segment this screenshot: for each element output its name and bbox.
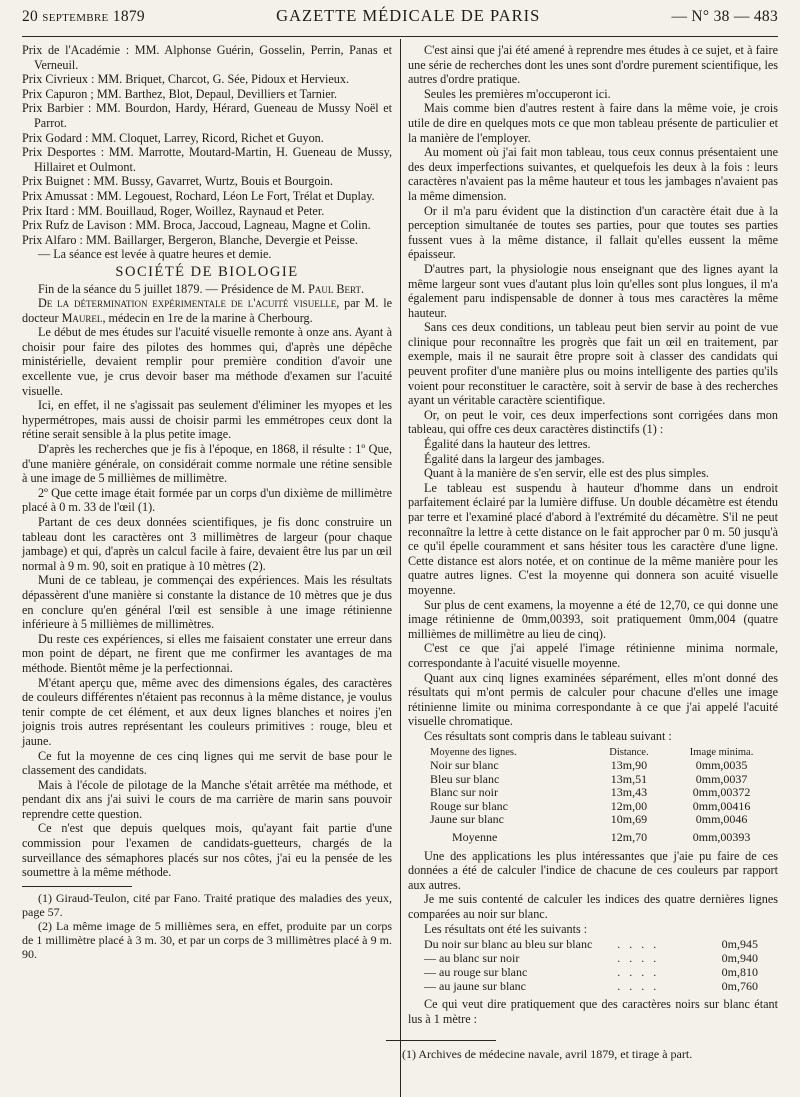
body-paragraph: Sur plus de cent examens, la moyenne a été de 12,70, ce qui donne une image rétinienne de 0mm,00393, soit pratiquement 0mm,004 (quatre millièmes de millimètre au lieu de cinq).: [408, 597, 778, 641]
body-paragraph: Au moment où j'ai fait mon tableau, tous ceux connus présentaient une des deux imperfections suivantes, et quelquefois les deux à la fois : leurs caractères n'avaient pas la même hauteur et tous les jambages n'avaient pas la même dimension.: [408, 145, 778, 203]
prize-line: Prix de l'Académie : MM. Alphonse Guérin, Gosselin, Perrin, Panas et Verneuil.: [22, 43, 392, 72]
row-label: Rouge sur blanc: [430, 798, 508, 813]
prize-line: Prix Alfaro : MM. Baillarger, Bergeron, Blanche, Devergie et Peisse.: [22, 232, 358, 247]
body-paragraph: Seules les premières m'occuperont ici.: [424, 86, 611, 101]
row-image: 0mm,0035: [695, 758, 748, 773]
body-paragraph: Mais comme bien d'autres restent à faire dans la même voie, je crois utile de dire en quelques mots ce que mon tableau présente de particulier et la manière de l'employer.: [408, 101, 778, 145]
table-row: [408, 759, 778, 773]
right-column: [408, 43, 778, 1027]
row-image: 0mm,00416: [692, 798, 751, 813]
average-label: Moyenne: [452, 830, 498, 845]
index-label: — au jaune sur blanc: [424, 978, 526, 993]
session-info: Fin de la séance du 5 juillet 1879. — Présidence de M. Paul Bert.: [38, 281, 365, 296]
dot-leader: . . . .: [617, 937, 660, 952]
notes-rule: [22, 886, 132, 887]
left-column: [22, 43, 392, 1027]
body-paragraph: Sans ces deux conditions, un tableau peut bien servir au point de vue clinique pour reconnaître les progrès que fait un œil en traitement, par exemple, mais il ne saurait être propre soit à classer des candidats qui peuvent profiter d'une manière plus ou moins intelligente des parties qu'ils voient pour reconstituer le caractère, soit à servir de base à des recherches ayant un véritable caractère scientifique.: [408, 320, 778, 408]
prize-line: Prix Godard : MM. Cloquet, Larrey, Ricord, Richet et Guyon.: [22, 130, 324, 145]
col-header-image: Image minima.: [689, 746, 754, 758]
row-label: Bleu sur blanc: [430, 771, 500, 786]
date-month: septembre: [42, 8, 109, 25]
body-paragraph: C'est ce que j'ai appelé l'image rétinienne minima normale, correspondante à l'acuité visuelle moyenne.: [408, 641, 778, 670]
table-row: [408, 813, 778, 827]
table-row: [408, 773, 778, 787]
body-paragraph: M'étant aperçu que, même avec des dimensions égales, des caractères de couleurs différentes n'étaient pas reconnus à la même distance, je voulus tenir compte de cet élément, et aux deux lignes blanches et noires j'en joignis trois autres représentant les couleurs primitives : rouge, bleu et jaune.: [22, 675, 392, 748]
prize-line: Prix Amussat : MM. Legouest, Rochard, Léon Le Fort, Trélat et Duplay.: [22, 188, 375, 203]
index-value: 0m,945: [721, 937, 758, 952]
footnote: (1) Giraud-Teulon, cité par Fano. Traité pratique des maladies des yeux, page 57.: [22, 890, 392, 919]
average-distance: 12m,70: [610, 830, 648, 845]
prize-line: Prix Desportes : MM. Marrotte, Moutard-Martin, H. Gueneau de Mussy, Hillairet et Oulmont.: [22, 145, 392, 174]
index-label: Du noir sur blanc au bleu sur blanc: [424, 937, 593, 952]
body-paragraph: 2º Que cette image était formée par un corps d'un dixième de millimètre placé à 0 m. 33 de l'œil (1).: [22, 485, 392, 515]
session-closing: — La séance est levée à quatre heures et demie.: [38, 247, 272, 262]
index-value: 0m,940: [721, 951, 758, 966]
body-paragraph: Du reste ces expériences, si elles me faisaient constater une erreur dans mon point de départ, ne firent que me confirmer les avantages de ma méthode. Bientôt même je la perfectionnai.: [22, 631, 392, 675]
row-image: 0mm,0046: [695, 812, 748, 827]
average-image: 0mm,00393: [692, 830, 751, 845]
article-title-by: , par M. le docteur: [22, 296, 392, 325]
col-header-distance: Distance.: [609, 746, 649, 758]
prize-line: Prix Itard : MM. Bouillaud, Roger, Woillez, Raynaud et Peter.: [22, 203, 325, 218]
header-date: [22, 8, 145, 26]
dot-leader: . . . .: [617, 964, 660, 979]
page-number: 483: [753, 8, 778, 25]
body-paragraph: Le tableau est suspendu à hauteur d'homme dans un endroit parfaitement éclairé par la lumière diffuse. Un double décamètre est étendu par terre et l'examiné placé d'abord à l'extrémité du décamètre. S'il ne peut reconnaître la lettre à cette distance on le fait approcher par 0 m. 50 jusqu'à ce qu'il épelle couramment et sans hésiter tous les caractère d'une ligne. Cette distance est alors notée, et on continue de la même manière pour les quatre autres lignes. C'est la moyenne qui donnera son acuité visuelle moyenne.: [408, 480, 778, 597]
row-label: Blanc sur noir: [430, 785, 498, 800]
right-footnote-block: [386, 1040, 756, 1061]
footnote-rule: [386, 1040, 496, 1041]
body-paragraph: D'autres part, la physiologie nous enseignant que des lignes ayant la même largeur sont vues d'autant plus loin qu'elles sont plus longues, il m'a également paru indispensable de donner à tous mes caractères la même hauteur.: [408, 261, 778, 320]
index-value: 0m,760: [721, 978, 758, 993]
body-paragraph: Quant à la manière de s'en servir, elle est des plus simples.: [424, 466, 709, 481]
table-average-row: [408, 827, 778, 845]
body-paragraph: Ce n'est que depuis quelques mois, qu'ayant fait partie d'une commission pour l'examen de candidats-guetteurs, chargés de la surveillance des sémaphores placés sur nos côtes, j'ai eu la pensée de les soumettre à la même méthode.: [22, 821, 392, 880]
issue-number: — N° 38 —: [671, 8, 750, 25]
body-paragraph: Muni de ce tableau, je commençai des expériences. Mais les résultats dépassèrent d'une manière si constante la distance de 10 mètres que je dus en conclure qu'en général l'œil est sensible à une image rétinienne inférieure à 5 millièmes de millimètres.: [22, 573, 392, 632]
row-distance: 13m,90: [610, 758, 648, 773]
body-paragraph: Je me suis contenté de calculer les indices des quatre dernières lignes comparées au noir sur blanc.: [408, 892, 778, 922]
index-label: — au blanc sur noir: [424, 951, 520, 966]
results-table: [408, 746, 778, 845]
dot-leader: . . . .: [617, 978, 660, 993]
dot-leader: . . . .: [617, 951, 660, 966]
row-distance: 12m,00: [610, 798, 648, 813]
footnote: (2) La même image de 5 millièmes sera, en effet, produite par un corps de 1 millimètre placé à 3 m. 30, et par un corps de 3 millimètres placé à 9 m. 90.: [22, 918, 392, 961]
prize-line: Prix Buignet : MM. Bussy, Gavarret, Wurtz, Bouis et Bourgoin.: [22, 174, 334, 189]
body-paragraph: Ces résultats sont compris dans le tableau suivant :: [424, 728, 672, 743]
body-paragraph: Les résultats ont été les suivants :: [424, 921, 588, 936]
table-row: [408, 800, 778, 814]
footnote: (1) Archives de médecine navale, avril 1879, et tirage à part.: [402, 1047, 693, 1061]
body-paragraph: Ici, en effet, il ne s'agissait pas seulement d'éliminer les myopes et les hypermétropes, mais aussi de choisir parmi les emmétropes ceux dont la rétine serait sensible à la plus petite image.: [22, 398, 392, 442]
col-header-lines: Moyenne des lignes.: [430, 746, 517, 758]
row-distance: 13m,43: [610, 785, 648, 800]
indices-row: [408, 966, 778, 980]
column-divider: [400, 39, 401, 1097]
body-paragraph: Partant de ces deux données scientifiques, je fis donc construire un tableau dont les caractères ont 3 millimètres de largeur (pour chaque jambage) et qui, d'après un calcul facile à faire, devaient être lus par un œil normal à 9 m. 90, soit en pratique à 10 mètres (2).: [22, 515, 392, 573]
indices-row: [408, 980, 778, 994]
indices-row: [408, 938, 778, 952]
row-image: 0mm,0037: [695, 771, 748, 786]
session-text: Fin de la séance du 5 juillet 1879. — Présidence de M.: [38, 281, 309, 296]
page-header: [22, 6, 778, 37]
table-header-row: [408, 746, 778, 760]
body-paragraph: Or il m'a paru évident que la distinction d'un caractère était due à la perception simultanée de toutes ses parties, pour que toutes ses parties fussent vues à la même distance, il fallait qu'elles eussent la même épaisseur.: [408, 203, 778, 262]
article-title-main: De la détermination expérimentale de l'acuité visuelle: [38, 296, 337, 311]
indices-table: [408, 938, 778, 993]
index-value: 0m,810: [721, 964, 758, 979]
body-paragraph: Une des applications les plus intéressantes que j'aie pu faire de ces données a été de calculer l'indice de chacune de ces couleurs par rapport aux autres.: [408, 848, 778, 892]
date-year: 1879: [112, 8, 145, 25]
footnotes: [22, 891, 392, 961]
article-author-title: , médecin en 1re de la marine à Cherbourg.: [102, 310, 313, 325]
body-paragraph: Ce qui veut dire pratiquement que des caractères noirs sur blanc étant lus à 1 mètre :: [408, 997, 778, 1026]
equality-line: Égalité dans la hauteur des lettres.: [424, 437, 591, 452]
body-paragraph: Quant aux cinq lignes examinées séparément, elles m'ont donné des résultats qui m'ont permis de calculer pour chacune d'elles une image rétinienne limite ou minima correspondante à ce que j'ai appelé l'acuité visuelle chromatique.: [408, 670, 778, 729]
equality-line: Égalité dans la largeur des jambages.: [424, 451, 605, 466]
row-image: 0mm,00372: [692, 785, 751, 800]
article-columns: [22, 43, 778, 1027]
body-paragraph: Le début de mes études sur l'acuité visuelle remonte à onze ans. Ayant à choisir pour faire des pilotes des hommes qui, d'après une dépêche ministérielle, devaient remplir pour première condition d'avoir une excellente vue, je crus devoir baser ma méthode d'examen sur l'acuité visuelle.: [22, 325, 392, 398]
section-title: SOCIÉTÉ DE BIOLOGIE: [115, 263, 299, 280]
index-label: — au rouge sur blanc: [424, 964, 528, 979]
body-paragraph: D'après les recherches que je fis à l'époque, en 1868, il résulte : 1º Que, d'une manière générale, on considérait comme normale une rétine sensible à une image de 5 millièmes de millimètre.: [22, 442, 392, 486]
row-label: Jaune sur blanc: [430, 812, 504, 827]
body-paragraph: Mais à l'école de pilotage de la Manche s'était arrêtée ma méthode, et pendant dix ans j'ai suivi le cours de ma carrière de marin sans pouvoir reprendre cette question.: [22, 777, 392, 821]
prize-line: Prix Rufz de Lavison : MM. Broca, Jaccoud, Lagneau, Magne et Colin.: [22, 218, 371, 233]
article-author: Maurel: [61, 310, 103, 325]
article-title: [22, 296, 392, 325]
body-paragraph: C'est ainsi que j'ai été amené à reprendre mes études à ce sujet, et à faire une série de recherches dont les unes sont d'ordre purement scientifique, les autres d'ordre pratique.: [408, 43, 778, 87]
date-day: 20: [22, 8, 39, 25]
president-name: Paul Bert: [308, 281, 362, 296]
header-issue-page: [671, 8, 778, 26]
body-paragraph: Or, on peut le voir, ces deux imperfections sont corrigées dans mon tableau, qui offre ces deux caractères distinctifs (1) :: [408, 407, 778, 437]
indices-row: [408, 952, 778, 966]
prize-line: Prix Capuron ; MM. Barthez, Blot, Depaul, Devilliers et Tarnier.: [22, 86, 338, 101]
table-row: [408, 786, 778, 800]
prize-line: Prix Barbier : MM. Bourdon, Hardy, Hérard, Gueneau de Mussy Noël et Parrot.: [22, 101, 392, 130]
prize-line: Prix Civrieux : MM. Briquet, Charcot, G. Sée, Pidoux et Hervieux.: [22, 72, 349, 87]
row-distance: 13m,51: [610, 771, 648, 786]
row-label: Noir sur blanc: [430, 758, 499, 773]
row-distance: 10m,69: [610, 812, 648, 827]
journal-title: GAZETTE MÉDICALE DE PARIS: [276, 6, 541, 25]
body-paragraph: Ce fut la moyenne de ces cinq lignes qui me servit de base pour le classement des candidats.: [22, 748, 392, 778]
